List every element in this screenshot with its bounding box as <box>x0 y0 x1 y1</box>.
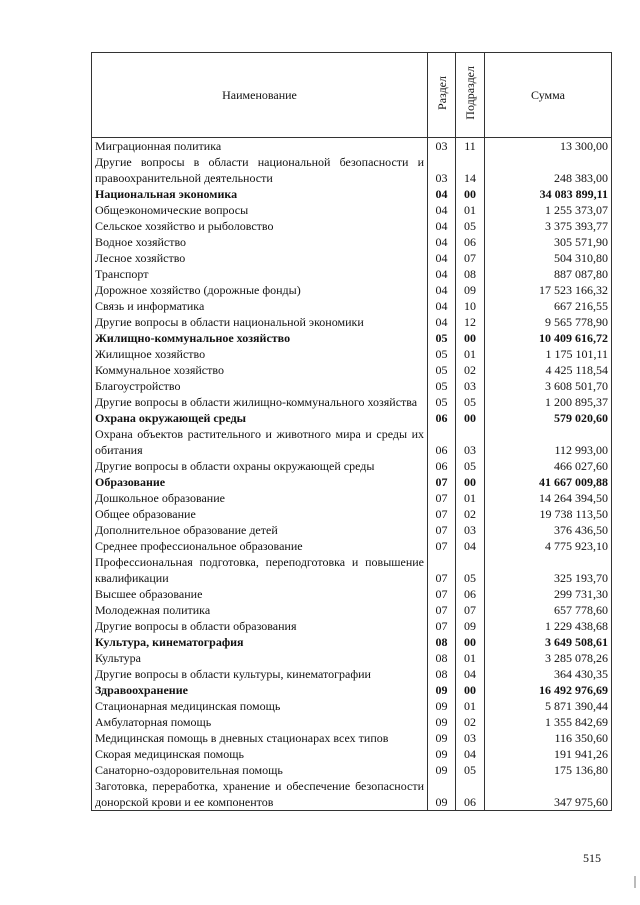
row-section-cell: 07 <box>428 538 456 554</box>
row-section-cell: 07 <box>428 586 456 602</box>
row-subsection-cell: 01 <box>456 698 485 714</box>
row-amount-cell: 1 355 842,69 <box>485 714 612 730</box>
row-subsection-cell: 05 <box>456 762 485 778</box>
row-name-cell: Высшее образование <box>92 586 428 602</box>
row-section-cell: 06 <box>428 426 456 458</box>
row-name-cell: Культура <box>92 650 428 666</box>
row-name-cell: Сельское хозяйство и рыболовство <box>92 218 428 234</box>
row-section-cell: 04 <box>428 298 456 314</box>
row-subsection-cell: 12 <box>456 314 485 330</box>
row-amount-cell: 667 216,55 <box>485 298 612 314</box>
row-amount-cell: 9 565 778,90 <box>485 314 612 330</box>
column-header-section-label: Раздел <box>434 76 449 110</box>
row-section-cell: 09 <box>428 778 456 811</box>
row-subsection-cell: 05 <box>456 394 485 410</box>
row-name-cell: Профессиональная подготовка, переподготовка и повышение квалификации <box>92 554 428 586</box>
row-section-cell: 05 <box>428 394 456 410</box>
table-row <box>92 346 612 362</box>
column-header-section <box>428 53 456 138</box>
row-name-cell: Коммунальное хозяйство <box>92 362 428 378</box>
row-section-cell: 04 <box>428 266 456 282</box>
row-section-cell: 09 <box>428 682 456 698</box>
row-name-cell: Связь и информатика <box>92 298 428 314</box>
row-name-cell: Здравоохранение <box>92 682 428 698</box>
row-subsection-cell: 03 <box>456 426 485 458</box>
table-row <box>92 234 612 250</box>
row-section-cell: 07 <box>428 554 456 586</box>
row-section-cell: 05 <box>428 378 456 394</box>
row-subsection-cell: 02 <box>456 362 485 378</box>
table-row <box>92 250 612 266</box>
row-subsection-cell: 11 <box>456 138 485 155</box>
row-subsection-cell: 10 <box>456 298 485 314</box>
row-section-cell: 09 <box>428 714 456 730</box>
row-amount-cell: 364 430,35 <box>485 666 612 682</box>
row-subsection-cell: 00 <box>456 474 485 490</box>
column-header-subsection <box>456 53 485 138</box>
table-row <box>92 394 612 410</box>
table-row <box>92 362 612 378</box>
row-subsection-cell: 03 <box>456 378 485 394</box>
row-subsection-cell: 09 <box>456 618 485 634</box>
row-subsection-cell: 00 <box>456 682 485 698</box>
row-name-cell: Дошкольное образование <box>92 490 428 506</box>
table-row <box>92 410 612 426</box>
row-name-cell: Транспорт <box>92 266 428 282</box>
table-row <box>92 314 612 330</box>
row-amount-cell: 3 649 508,61 <box>485 634 612 650</box>
row-name-cell: Другие вопросы в области охраны окружающей среды <box>92 458 428 474</box>
row-amount-cell: 16 492 976,69 <box>485 682 612 698</box>
row-amount-cell: 5 871 390,44 <box>485 698 612 714</box>
row-subsection-cell: 00 <box>456 410 485 426</box>
row-amount-cell: 14 264 394,50 <box>485 490 612 506</box>
row-amount-cell: 112 993,00 <box>485 426 612 458</box>
table-row <box>92 698 612 714</box>
row-subsection-cell: 08 <box>456 266 485 282</box>
row-amount-cell: 191 941,26 <box>485 746 612 762</box>
row-section-cell: 04 <box>428 234 456 250</box>
row-name-cell: Другие вопросы в области образования <box>92 618 428 634</box>
row-amount-cell: 19 738 113,50 <box>485 506 612 522</box>
table-row <box>92 138 612 155</box>
row-subsection-cell: 05 <box>456 218 485 234</box>
column-header-name: Наименование <box>92 53 428 138</box>
row-amount-cell: 10 409 616,72 <box>485 330 612 346</box>
row-name-cell: Дорожное хозяйство (дорожные фонды) <box>92 282 428 298</box>
table-row <box>92 586 612 602</box>
row-name-cell: Общее образование <box>92 506 428 522</box>
table-row <box>92 714 612 730</box>
table-row <box>92 154 612 186</box>
table-row <box>92 506 612 522</box>
row-amount-cell: 4 425 118,54 <box>485 362 612 378</box>
row-subsection-cell: 07 <box>456 250 485 266</box>
row-name-cell: Другие вопросы в области национальной экономики <box>92 314 428 330</box>
row-name-cell: Образование <box>92 474 428 490</box>
row-section-cell: 09 <box>428 746 456 762</box>
row-amount-cell: 887 087,80 <box>485 266 612 282</box>
row-amount-cell: 175 136,80 <box>485 762 612 778</box>
table-row <box>92 378 612 394</box>
row-subsection-cell: 03 <box>456 730 485 746</box>
row-section-cell: 07 <box>428 602 456 618</box>
row-subsection-cell: 01 <box>456 490 485 506</box>
table-header <box>92 53 612 138</box>
table-row <box>92 762 612 778</box>
column-header-subsection-label: Подраздел <box>463 66 477 120</box>
row-subsection-cell: 06 <box>456 778 485 811</box>
table-row <box>92 330 612 346</box>
table-row <box>92 778 612 811</box>
table-row <box>92 618 612 634</box>
row-section-cell: 05 <box>428 346 456 362</box>
row-amount-cell: 376 436,50 <box>485 522 612 538</box>
row-subsection-cell: 03 <box>456 522 485 538</box>
row-section-cell: 09 <box>428 730 456 746</box>
table-row <box>92 602 612 618</box>
row-amount-cell: 248 383,00 <box>485 154 612 186</box>
column-header-amount: Сумма <box>485 53 612 138</box>
row-subsection-cell: 01 <box>456 650 485 666</box>
row-section-cell: 08 <box>428 650 456 666</box>
row-amount-cell: 657 778,60 <box>485 602 612 618</box>
row-subsection-cell: 02 <box>456 714 485 730</box>
row-section-cell: 04 <box>428 218 456 234</box>
row-amount-cell: 325 193,70 <box>485 554 612 586</box>
table-row <box>92 266 612 282</box>
row-name-cell: Стационарная медицинская помощь <box>92 698 428 714</box>
row-section-cell: 07 <box>428 474 456 490</box>
row-section-cell: 07 <box>428 506 456 522</box>
row-section-cell: 09 <box>428 762 456 778</box>
row-section-cell: 09 <box>428 698 456 714</box>
row-amount-cell: 4 775 923,10 <box>485 538 612 554</box>
row-subsection-cell: 04 <box>456 538 485 554</box>
row-amount-cell: 1 175 101,11 <box>485 346 612 362</box>
table-body <box>92 138 612 811</box>
row-name-cell: Культура, кинематография <box>92 634 428 650</box>
row-section-cell: 03 <box>428 138 456 155</box>
table-row <box>92 202 612 218</box>
table-row <box>92 650 612 666</box>
row-section-cell: 06 <box>428 458 456 474</box>
row-name-cell: Дополнительное образование детей <box>92 522 428 538</box>
row-name-cell: Миграционная политика <box>92 138 428 155</box>
row-amount-cell: 299 731,30 <box>485 586 612 602</box>
row-subsection-cell: 09 <box>456 282 485 298</box>
row-amount-cell: 504 310,80 <box>485 250 612 266</box>
table-row <box>92 474 612 490</box>
row-section-cell: 04 <box>428 282 456 298</box>
row-subsection-cell: 14 <box>456 154 485 186</box>
row-subsection-cell: 07 <box>456 602 485 618</box>
row-amount-cell: 3 375 393,77 <box>485 218 612 234</box>
row-name-cell: Благоустройство <box>92 378 428 394</box>
row-section-cell: 07 <box>428 490 456 506</box>
table-row <box>92 554 612 586</box>
row-name-cell: Санаторно-оздоровительная помощь <box>92 762 428 778</box>
row-name-cell: Медицинская помощь в дневных стационарах всех типов <box>92 730 428 746</box>
row-name-cell: Охрана окружающей среды <box>92 410 428 426</box>
row-section-cell: 04 <box>428 186 456 202</box>
row-amount-cell: 305 571,90 <box>485 234 612 250</box>
row-subsection-cell: 01 <box>456 346 485 362</box>
table-row <box>92 298 612 314</box>
table-row <box>92 186 612 202</box>
row-name-cell: Охрана объектов растительного и животного мира и среды их обитания <box>92 426 428 458</box>
row-name-cell: Жилищно-коммунальное хозяйство <box>92 330 428 346</box>
row-amount-cell: 17 523 166,32 <box>485 282 612 298</box>
table-row <box>92 682 612 698</box>
row-amount-cell: 3 285 078,26 <box>485 650 612 666</box>
table-row <box>92 218 612 234</box>
row-subsection-cell: 02 <box>456 506 485 522</box>
row-amount-cell: 34 083 899,11 <box>485 186 612 202</box>
row-section-cell: 08 <box>428 666 456 682</box>
row-subsection-cell: 06 <box>456 586 485 602</box>
row-name-cell: Другие вопросы в области национальной безопасности и правоохранительной деятельности <box>92 154 428 186</box>
row-section-cell: 06 <box>428 410 456 426</box>
row-name-cell: Водное хозяйство <box>92 234 428 250</box>
budget-table <box>91 52 612 811</box>
row-subsection-cell: 00 <box>456 330 485 346</box>
row-amount-cell: 13 300,00 <box>485 138 612 155</box>
row-subsection-cell: 00 <box>456 634 485 650</box>
row-subsection-cell: 01 <box>456 202 485 218</box>
row-section-cell: 07 <box>428 618 456 634</box>
row-name-cell: Молодежная политика <box>92 602 428 618</box>
table-row <box>92 634 612 650</box>
row-name-cell: Лесное хозяйство <box>92 250 428 266</box>
table-row <box>92 458 612 474</box>
row-amount-cell: 579 020,60 <box>485 410 612 426</box>
row-subsection-cell: 04 <box>456 666 485 682</box>
row-name-cell: Заготовка, переработка, хранение и обеспечение безопасности донорской крови и ее компонентов <box>92 778 428 811</box>
row-name-cell: Скорая медицинская помощь <box>92 746 428 762</box>
row-section-cell: 04 <box>428 202 456 218</box>
row-amount-cell: 466 027,60 <box>485 458 612 474</box>
row-section-cell: 04 <box>428 314 456 330</box>
row-name-cell: Амбулаторная помощь <box>92 714 428 730</box>
row-name-cell: Жилищное хозяйство <box>92 346 428 362</box>
row-section-cell: 05 <box>428 362 456 378</box>
row-section-cell: 05 <box>428 330 456 346</box>
row-amount-cell: 1 200 895,37 <box>485 394 612 410</box>
row-name-cell: Общеэкономические вопросы <box>92 202 428 218</box>
row-name-cell: Другие вопросы в области жилищно-коммунального хозяйства <box>92 394 428 410</box>
page-number: 515 <box>583 851 601 865</box>
row-subsection-cell: 04 <box>456 746 485 762</box>
row-section-cell: 07 <box>428 522 456 538</box>
row-section-cell: 03 <box>428 154 456 186</box>
row-amount-cell: 1 255 373,07 <box>485 202 612 218</box>
table-row <box>92 746 612 762</box>
row-amount-cell: 116 350,60 <box>485 730 612 746</box>
row-name-cell: Среднее профессиональное образование <box>92 538 428 554</box>
table-row <box>92 490 612 506</box>
row-section-cell: 04 <box>428 250 456 266</box>
table-row <box>92 282 612 298</box>
row-amount-cell: 1 229 438,68 <box>485 618 612 634</box>
row-name-cell: Национальная экономика <box>92 186 428 202</box>
row-subsection-cell: 05 <box>456 458 485 474</box>
row-amount-cell: 347 975,60 <box>485 778 612 811</box>
row-name-cell: Другие вопросы в области культуры, кинематографии <box>92 666 428 682</box>
row-amount-cell: 41 667 009,88 <box>485 474 612 490</box>
row-subsection-cell: 05 <box>456 554 485 586</box>
row-amount-cell: 3 608 501,70 <box>485 378 612 394</box>
row-subsection-cell: 00 <box>456 186 485 202</box>
row-section-cell: 08 <box>428 634 456 650</box>
table-row <box>92 666 612 682</box>
table-row <box>92 538 612 554</box>
row-subsection-cell: 06 <box>456 234 485 250</box>
table-row <box>92 426 612 458</box>
scan-edge-mark <box>634 876 636 888</box>
table-row <box>92 730 612 746</box>
table-row <box>92 522 612 538</box>
